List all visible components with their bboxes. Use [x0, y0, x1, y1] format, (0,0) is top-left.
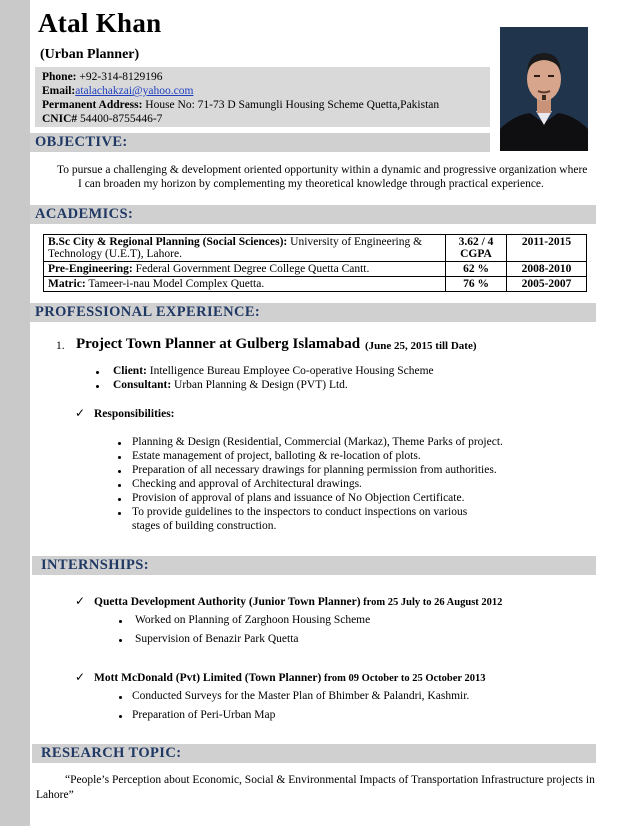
- research-line-1: “People’s Perception about Economic, Social & Environmental Impacts of Transportation Infrastructure projects in: [65, 774, 595, 786]
- candidate-role: (Urban Planner): [40, 47, 140, 62]
- bullet-icon: [96, 371, 99, 374]
- years-cell: 2005-2007: [507, 277, 587, 292]
- checkmark-icon: ✓: [75, 670, 86, 684]
- portrait-image: [500, 27, 588, 151]
- responsibility-item: Provision of approval of plans and issuance of No Objection Certificate.: [132, 492, 465, 504]
- internship-point: Conducted Surveys for the Master Plan of Bhimber & Palandri, Kashmir.: [132, 690, 470, 702]
- degree-name: Matric:: [48, 278, 86, 290]
- objective-heading: OBJECTIVE:: [35, 134, 128, 150]
- institution: Tameer-i-nau Model Complex Quetta.: [85, 278, 265, 290]
- years-cell: 2011-2015: [507, 235, 587, 262]
- internship-title-line: [94, 596, 502, 608]
- address-label: Permanent Address:: [42, 99, 143, 111]
- bullet-icon: [119, 620, 122, 623]
- cnic-line: [42, 112, 162, 126]
- job-number: 1.: [56, 340, 65, 352]
- internship-point: Worked on Planning of Zarghoon Housing Scheme: [135, 614, 371, 626]
- bullet-icon: [118, 456, 121, 459]
- degree-name: B.Sc City & Regional Planning (Social Sciences):: [48, 236, 288, 248]
- bullet-icon: [118, 442, 121, 445]
- email-label: Email:: [42, 85, 76, 97]
- score-cell: 76 %: [446, 277, 507, 292]
- phone-label: Phone:: [42, 71, 77, 83]
- client-label: Client:: [113, 365, 147, 377]
- objective-line-1: To pursue a challenging & development oriented opportunity within a dynamic and progressive organization where: [57, 164, 588, 176]
- client-line: [113, 365, 434, 377]
- bullet-icon: [118, 484, 121, 487]
- consultant-line: [113, 379, 348, 391]
- client-value: Intelligence Bureau Employee Co-operative Housing Scheme: [146, 365, 434, 377]
- degree-name: Pre-Engineering:: [48, 263, 133, 275]
- internship-point: Preparation of Peri-Urban Map: [132, 709, 276, 721]
- consultant-value: Urban Planning & Design (PVT) Ltd.: [171, 379, 348, 391]
- bullet-icon: [96, 385, 99, 388]
- degree-cell: [44, 235, 446, 262]
- checkmark-icon: ✓: [75, 594, 86, 608]
- candidate-name: Atal Khan: [38, 8, 162, 38]
- institution: University of Engineering &: [287, 236, 423, 248]
- degree-cell: [44, 262, 446, 277]
- internship-point: Supervision of Benazir Park Quetta: [135, 633, 299, 645]
- internship-date: from 09 October to 25 October 2013: [321, 673, 486, 684]
- cnic-label: CNIC#: [42, 113, 78, 125]
- internship-title: Quetta Development Authority (Junior Town Planner): [94, 596, 361, 608]
- phone-line: [42, 70, 163, 84]
- bullet-icon: [118, 512, 121, 515]
- internship-date: from 25 July to 26 August 2012: [360, 597, 503, 608]
- objective-line-2: I can broaden my horizon by complementing my theoretical knowledge through practical experience.: [78, 178, 544, 190]
- internship-title-line: [94, 672, 486, 684]
- score-cell: 62 %: [446, 262, 507, 277]
- responsibility-item: Checking and approval of Architectural drawings.: [132, 478, 362, 490]
- cnic-value: 54400-8755446-7: [77, 113, 163, 125]
- degree-cell: [44, 277, 446, 292]
- email-line: [42, 84, 193, 98]
- internships-heading: INTERNSHIPS:: [41, 557, 149, 573]
- academics-heading: ACADEMICS:: [35, 206, 134, 222]
- bullet-icon: [118, 498, 121, 501]
- email-link[interactable]: atalachakzai@yahoo.com: [75, 85, 194, 97]
- profile-photo: [500, 27, 588, 151]
- score: 3.62 / 4: [458, 236, 494, 248]
- table-row: [44, 235, 587, 262]
- resume-page: [30, 0, 638, 826]
- left-margin-bar: [0, 0, 30, 826]
- responsibility-item: To provide guidelines to the inspectors to conduct inspections on various: [132, 506, 468, 518]
- table-row: [44, 277, 587, 292]
- responsibility-item: Planning & Design (Residential, Commercial (Markaz), Theme Parks of project.: [132, 436, 503, 448]
- bullet-icon: [119, 715, 122, 718]
- responsibility-item-cont: stages of building construction.: [132, 520, 277, 532]
- table-row: [44, 262, 587, 277]
- experience-heading: PROFESSIONAL EXPERIENCE:: [35, 304, 261, 320]
- internship-title: Mott McDonald (Pvt) Limited (Town Planner): [94, 672, 322, 684]
- years-cell: 2008-2010: [507, 262, 587, 277]
- bullet-icon: [119, 696, 122, 699]
- checkmark-icon: ✓: [75, 406, 86, 420]
- academics-table: [43, 234, 587, 292]
- contact-block: [35, 67, 490, 127]
- bullet-icon: [119, 639, 122, 642]
- address-value: House No: 71-73 D Samungli Housing Scheme Quetta,Pakistan: [142, 99, 440, 111]
- score-unit: CGPA: [460, 248, 492, 260]
- institution: Federal Government Degree College Quetta Cantt.: [132, 263, 370, 275]
- responsibility-item: Preparation of all necessary drawings for planning permission from authorities.: [132, 464, 497, 476]
- research-heading: RESEARCH TOPIC:: [41, 745, 182, 761]
- job-title: Project Town Planner at Gulberg Islamabad: [76, 336, 361, 352]
- responsibilities-heading: Responsibilities:: [94, 408, 175, 420]
- research-line-2: Lahore”: [36, 789, 74, 801]
- bullet-icon: [118, 470, 121, 473]
- responsibility-item: Estate management of project, balloting & re-location of plots.: [132, 450, 421, 462]
- job-date: (June 25, 2015 till Date): [365, 340, 477, 352]
- score-cell: [446, 235, 507, 262]
- address-line: [42, 98, 439, 112]
- institution-cont: Technology (U.E.T), Lahore.: [48, 248, 182, 260]
- phone-value: +92-314-8129196: [76, 71, 163, 83]
- consultant-label: Consultant:: [113, 379, 172, 391]
